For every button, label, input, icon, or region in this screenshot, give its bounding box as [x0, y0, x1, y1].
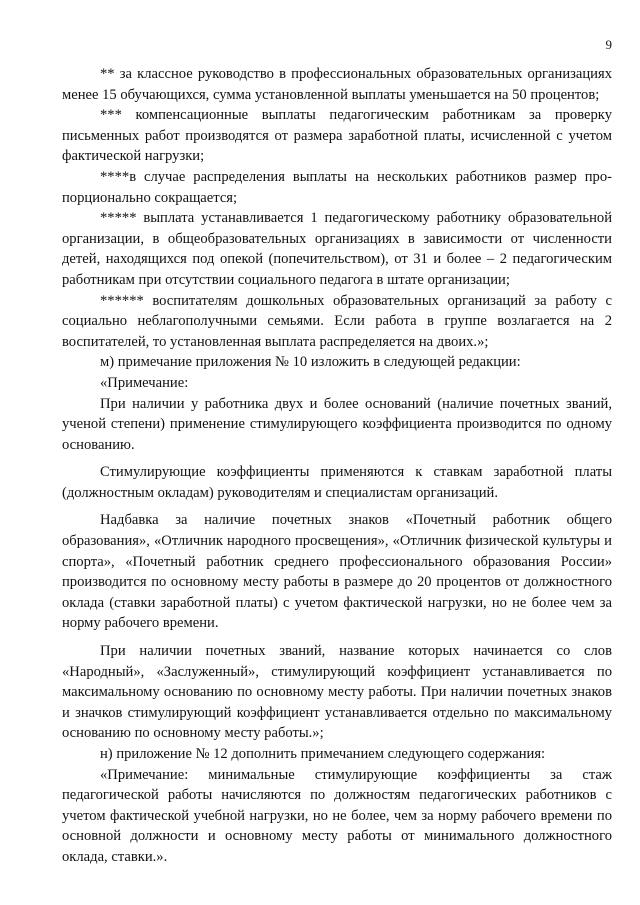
item-m-appendix-10: м) примечание приложения № 10 изложить в следующей редакции:: [100, 354, 521, 371]
note-seniority-coefficients: «Примечание: минимальные стимулирующие коэффициенты за стаж педагогической работы начисляются по должностям педагогических работников с учетом фактической учебной нагрузки, но не более, чем за норму рабочего времени по основной должности и основному месту работы от минимального должностного оклада, ставки.».: [62, 766, 612, 865]
item-n-appendix-12: н) приложение № 12 дополнить примечанием следующего содержания:: [100, 746, 546, 762]
page-number: 9: [605, 37, 612, 52]
note-honorary-titles: При наличии почетных званий, название которых начинается со слов «Народный», «Заслуженный», стимулирующий коэффициент устанавливается по максимальному основанию по основному месту работы. При наличии почетных знаков и значков стимулирующий коэффициент устанавливается отдельно по максимальному основанию по основному месту работы.»;: [62, 643, 612, 742]
footnote-class-management: ** за классное руководство в профессиональных образовательных организациях менее 15 обучающихся, сумма установленной выплаты уменьшается на 50 процентов;: [62, 66, 612, 103]
document-body: [62, 64, 612, 868]
footnote-written-work-check: *** компенсационные выплаты педагогическим работникам за проверку письменных работ производятся от размера заработной платы, исчисленной с учетом фактической нагрузки;: [62, 107, 612, 165]
note-heading: «Примечание:: [100, 374, 189, 391]
note-multiple-grounds: При наличии у работника двух и более оснований (наличие почетных званий, ученой степени) применение стимулирующего коэффициента производится по одному основанию.: [62, 395, 612, 453]
note-honorary-badges-bonus: Надбавка за наличие почетных знаков «Почетный работник общего образования», «Отличник народного просвещения», «Отличник физической культуры и спорта», «Почетный работник среднего профессионального образования России» производится по основному месту работы в размере до 20 процентов от должностного оклада (ставки заработной платы) с учетом фактической нагрузки, но не более чем за норму рабочего времени.: [62, 512, 612, 632]
note-coefficients-application: Стимулирующие коэффициенты применяются к ставкам заработной платы (должностным окладам) руководителям и специалистам организаций.: [62, 464, 612, 501]
footnote-guardianship-payment: ***** выплата устанавливается 1 педагогическому работнику образовательной организации, в общеобразовательных организациях в зависимости от численности детей, находящихся под опекой (попечительством), от 31 и более – 2 педагогическим работникам при отсутствии социального педагога в штате организации;: [62, 210, 612, 288]
footnote-preschool-teachers: ****** воспитателям дошкольных образовательных организаций за работу с социально неблагополучными семьями. Если работа в группе возлагается на 2 воспитателей, то установленная выплата распределяется на двоих.»;: [62, 292, 612, 350]
footnote-payment-distribution: ****в случае распределения выплаты на нескольких работников размер пропорционально сокращается;: [62, 168, 612, 206]
